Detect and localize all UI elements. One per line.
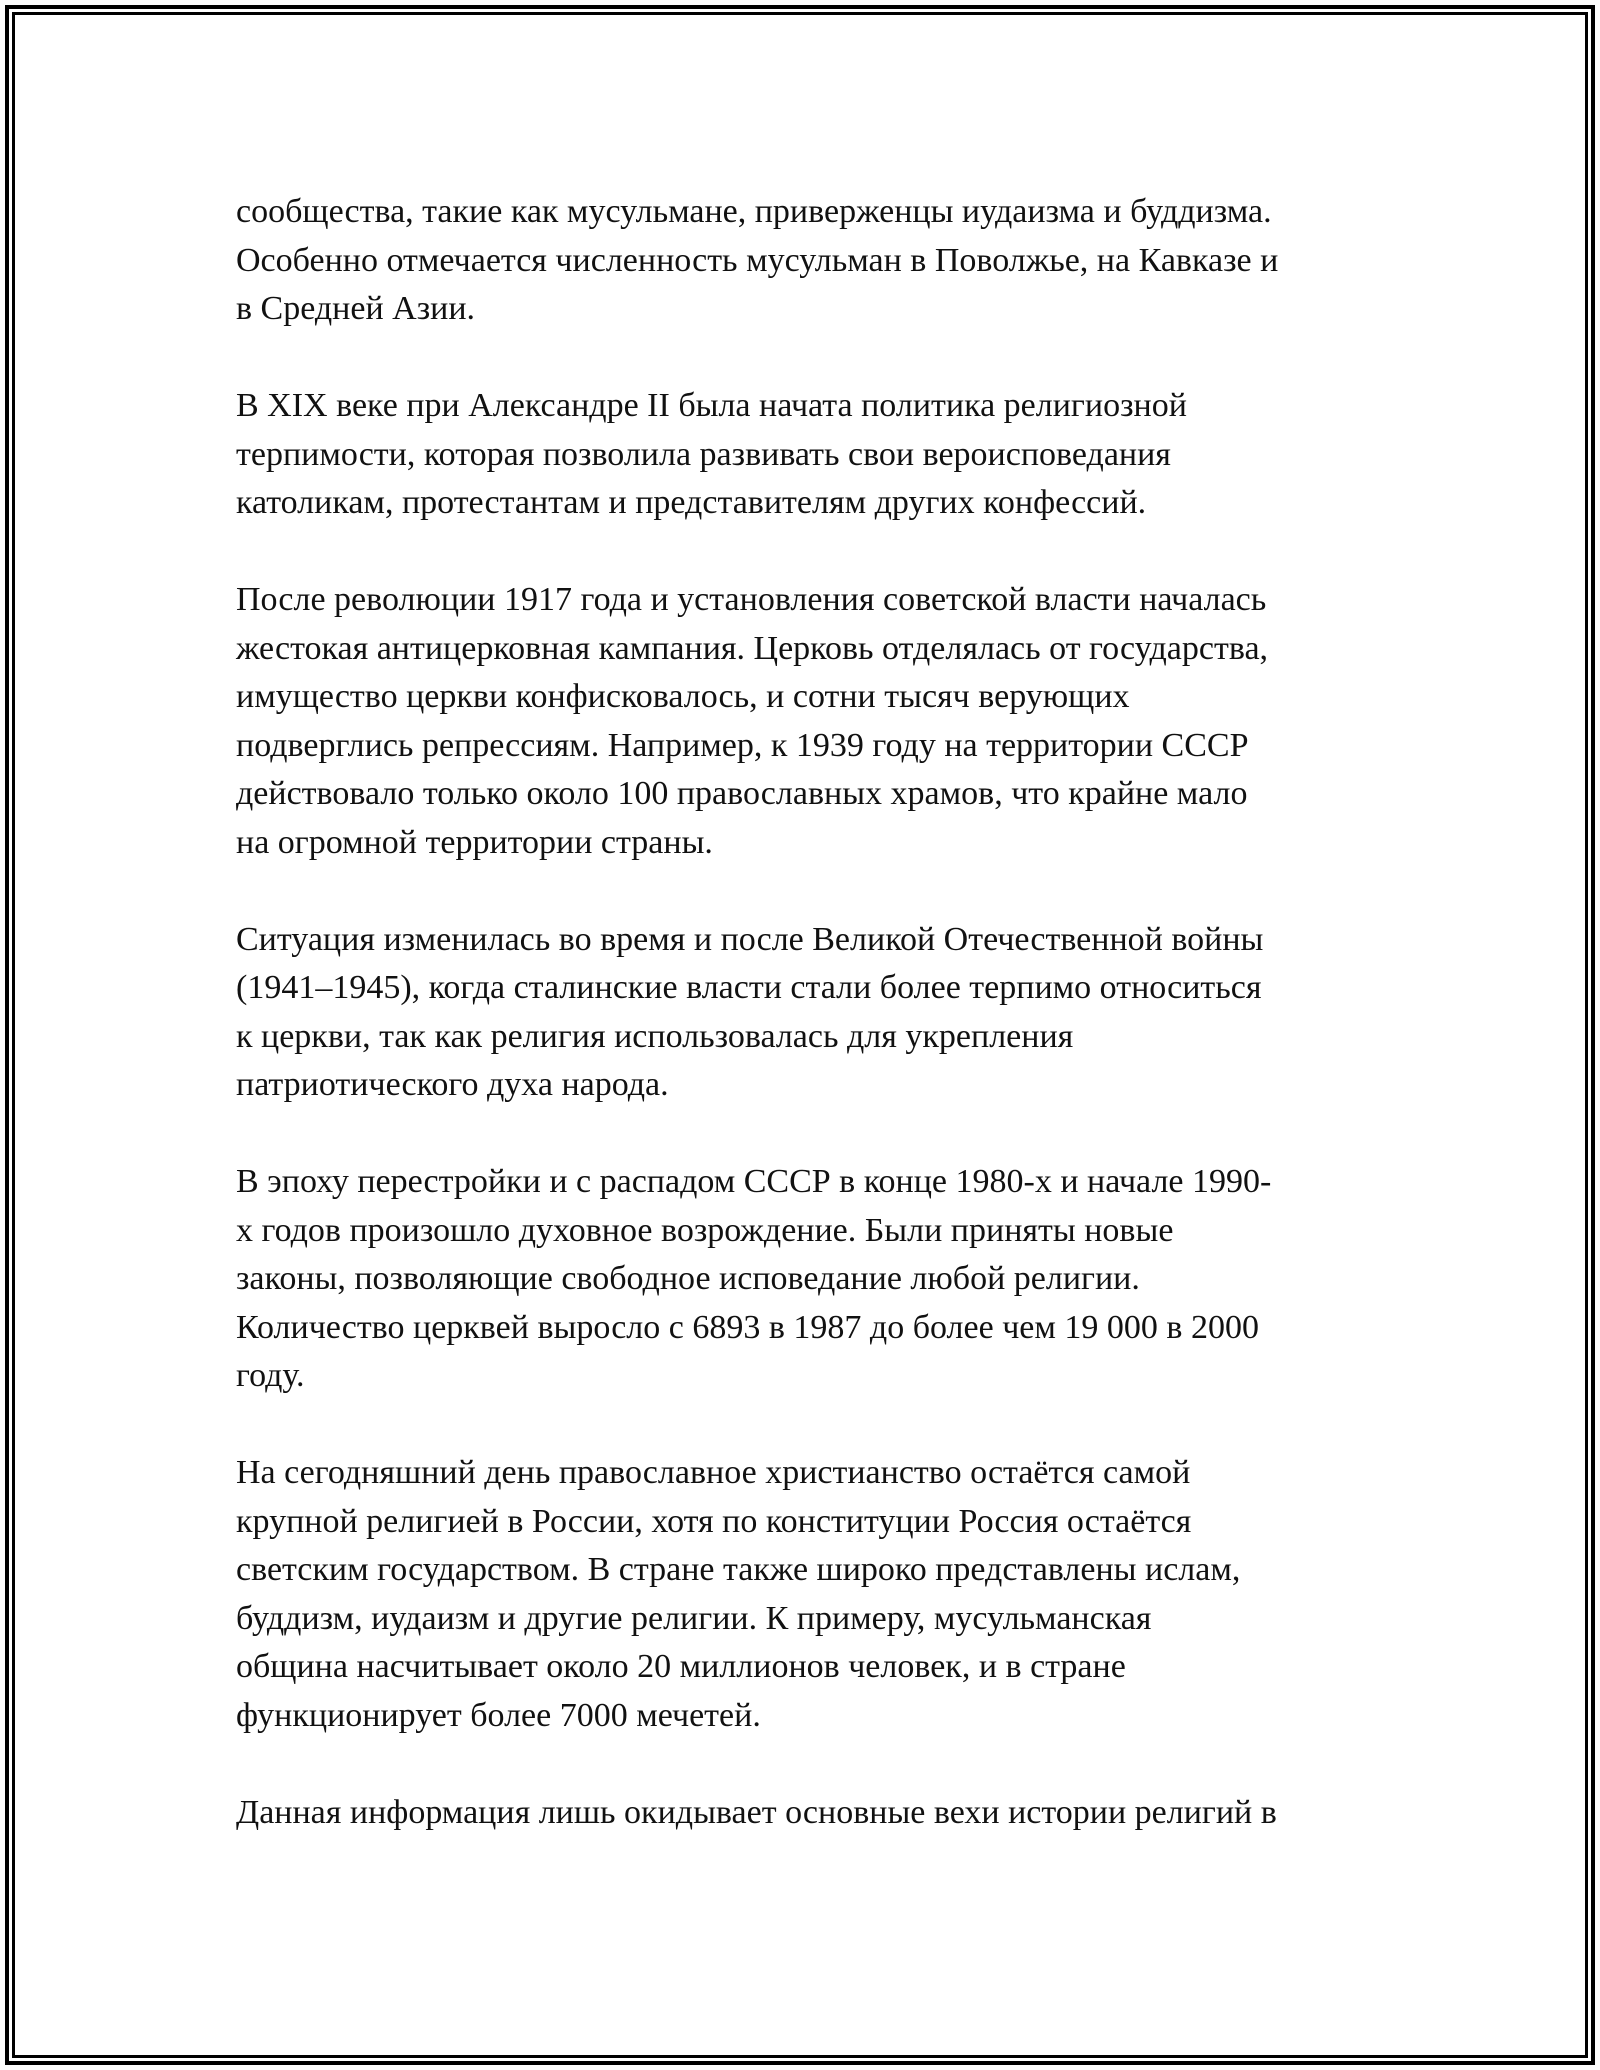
paragraph-soviet-campaign (236, 576, 1396, 867)
text-line: жестокая антицерковная кампания. Церковь отделялась от государства, (236, 629, 1269, 667)
paragraph-present-day (236, 1449, 1396, 1740)
text-line: функционирует более 7000 мечетей. (236, 1696, 761, 1734)
text-line: В эпоху перестройки и с распадом СССР в конце 1980-х и начале 1990- (236, 1163, 1272, 1200)
text-line: крупной религией в России, хотя по конституции Россия остаётся (236, 1502, 1192, 1540)
text-line: патриотического духа народа. (236, 1066, 669, 1103)
text-line: году. (236, 1357, 305, 1394)
text-line: на огромной территории страны. (236, 823, 713, 861)
paragraph-muslim-communities (236, 188, 1396, 334)
text-line: Данная информация лишь окидывает основные вехи истории религий в (236, 1793, 1277, 1831)
text-line: В XIX веке при Александре II была начата политика религиозной (236, 387, 1187, 424)
text-line: На сегодняшний день православное христианство остаётся самой (236, 1454, 1191, 1491)
text-line: законы, позволяющие свободное исповедание любой религии. (236, 1260, 1140, 1297)
text-line: действовало только около 100 православных храмов, что крайне мало (236, 775, 1248, 812)
text-line: терпимости, которая позволила развивать свои вероисповедания (236, 435, 1171, 473)
text-line: После революции 1917 года и установления советской власти началась (236, 581, 1267, 618)
text-line: Ситуация изменилась во время и после Великой Отечественной войны (236, 920, 1264, 958)
document-body (236, 188, 1396, 1886)
text-line: к церкви, так как религия использовалась для укрепления (236, 1017, 1074, 1055)
text-line: (1941–1945), когда сталинские власти стали более терпимо относиться (236, 969, 1262, 1006)
text-line: в Средней Азии. (236, 290, 476, 327)
text-line: буддизм, иудаизм и другие религии. К примеру, мусульманская (236, 1599, 1152, 1637)
text-line: католикам, протестантам и представителям других конфессий. (236, 484, 1147, 521)
text-line: имущество церкви конфисковалось, и сотни тысяч верующих (236, 678, 1130, 715)
paragraph-great-patriotic-war (236, 916, 1396, 1110)
paragraph-conclusion (236, 1789, 1396, 1838)
paragraph-perestroika-revival (236, 1158, 1396, 1401)
paragraph-religious-tolerance (236, 382, 1396, 528)
text-line: х годов произошло духовное возрождение. Были приняты новые (236, 1211, 1174, 1249)
text-line: Особенно отмечается численность мусульман в Поволжье, на Кавказе и (236, 241, 1279, 279)
text-line: светским государством. В стране также широко представлены ислам, (236, 1551, 1241, 1588)
text-line: сообщества, такие как мусульмане, приверженцы иудаизма и буддизма. (236, 193, 1272, 230)
text-line: подверглись репрессиям. Например, к 1939 году на территории СССР (236, 726, 1249, 764)
text-line: община насчитывает около 20 миллионов человек, и в стране (236, 1648, 1126, 1685)
text-line: Количество церквей выросло с 6893 в 1987 до более чем 19 000 в 2000 (236, 1308, 1259, 1346)
